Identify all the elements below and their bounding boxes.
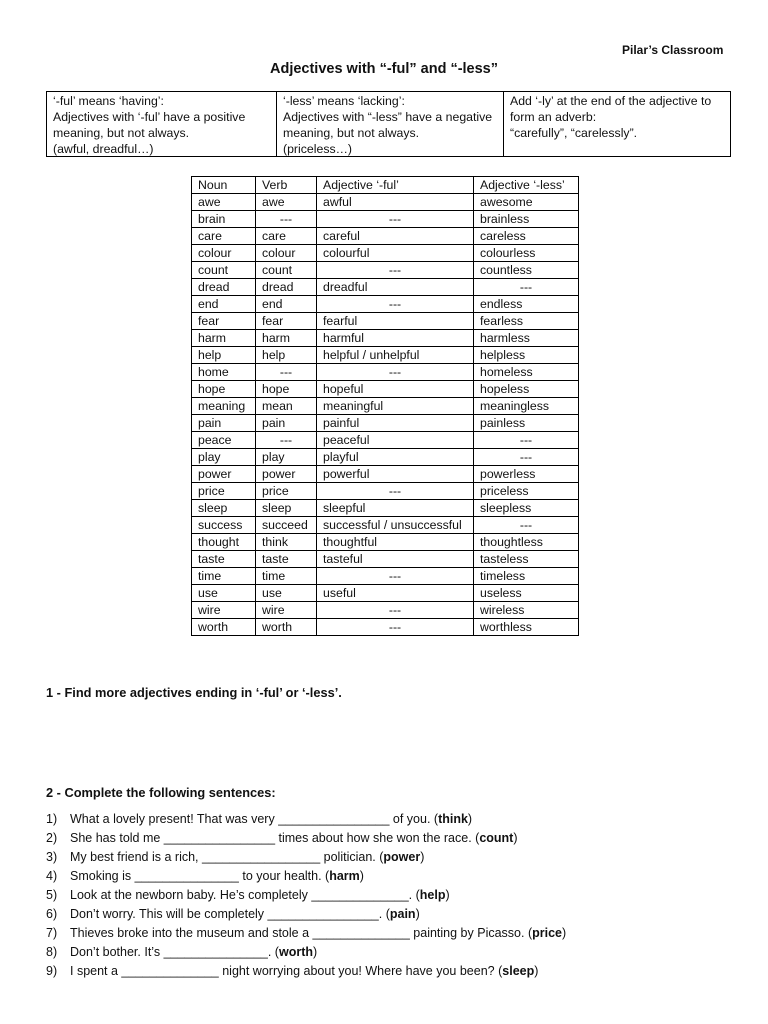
sentence-text: What a lovely present! That was very ________________ of you. (	[70, 812, 439, 826]
cell-adjective-less: ---	[474, 279, 579, 296]
table-row	[192, 415, 579, 432]
table-row	[192, 347, 579, 364]
cell-adjective-ful: ---	[317, 262, 474, 279]
cell-noun: count	[192, 262, 256, 279]
table-row	[192, 551, 579, 568]
cell-adjective-ful: helpful / unhelpful	[317, 347, 474, 364]
cell-adjective-ful: ---	[317, 211, 474, 228]
sentence-text: She has told me ________________ times about how she won the race. (	[70, 831, 480, 845]
cell-adjective-ful: tasteful	[317, 551, 474, 568]
cell-adjective-ful: meaningful	[317, 398, 474, 415]
cell-adjective-ful: ---	[317, 483, 474, 500]
cell-verb: pain	[256, 415, 317, 432]
sentence-item	[46, 848, 746, 867]
info-less-lead: ‘-less’ means ‘lacking’:	[283, 94, 405, 108]
cell-verb: succeed	[256, 517, 317, 534]
cell-noun: end	[192, 296, 256, 313]
cell-noun: pain	[192, 415, 256, 432]
sentence-closing: )	[420, 850, 425, 864]
cell-adjective-ful: ---	[317, 568, 474, 585]
cell-adjective-less: timeless	[474, 568, 579, 585]
cell-adjective-less: brainless	[474, 211, 579, 228]
sentence-number: 1)	[46, 812, 58, 826]
cell-adjective-ful: colourful	[317, 245, 474, 262]
cell-verb: count	[256, 262, 317, 279]
classroom-label: Pilar’s Classroom	[622, 43, 724, 57]
cell-noun: meaning	[192, 398, 256, 415]
cell-adjective-ful: playful	[317, 449, 474, 466]
table-row	[192, 194, 579, 211]
cell-noun: price	[192, 483, 256, 500]
cell-adjective-less: painless	[474, 415, 579, 432]
table-row	[192, 330, 579, 347]
sentence-item	[46, 962, 746, 981]
cell-verb: ---	[256, 211, 317, 228]
sentence-text: I spent a ______________ night worrying about you! Where have you been? (	[70, 964, 503, 978]
cell-verb: worth	[256, 619, 317, 636]
sentence-item	[46, 943, 746, 962]
cell-adjective-ful: powerful	[317, 466, 474, 483]
header-adjective-less: Adjective ‘-less’	[474, 177, 579, 194]
exercise-2-title: 2 - Complete the following sentences:	[46, 785, 276, 800]
cell-verb: play	[256, 449, 317, 466]
cell-adjective-less: hopeless	[474, 381, 579, 398]
table-row	[192, 432, 579, 449]
cell-adjective-ful: painful	[317, 415, 474, 432]
table-row	[192, 585, 579, 602]
cell-noun: use	[192, 585, 256, 602]
table-row	[192, 296, 579, 313]
sentence-hint-word: worth	[278, 945, 313, 959]
sentence-hint-word: count	[479, 831, 514, 845]
cell-adjective-ful: successful / unsuccessful	[317, 517, 474, 534]
cell-verb: price	[256, 483, 317, 500]
info-ful-body: Adjectives with ‘-ful’ have a positive meaning, but not always.	[53, 110, 246, 140]
cell-adjective-less: useless	[474, 585, 579, 602]
cell-adjective-less: awesome	[474, 194, 579, 211]
table-row	[192, 228, 579, 245]
sentence-number: 3)	[46, 850, 58, 864]
cell-noun: worth	[192, 619, 256, 636]
sentence-closing: )	[359, 869, 364, 883]
sentence-closing: )	[562, 926, 567, 940]
table-header-row	[192, 177, 579, 194]
sentence-closing: )	[534, 964, 539, 978]
table-row	[192, 279, 579, 296]
cell-verb: think	[256, 534, 317, 551]
cell-noun: dread	[192, 279, 256, 296]
cell-verb: care	[256, 228, 317, 245]
cell-noun: thought	[192, 534, 256, 551]
cell-verb: use	[256, 585, 317, 602]
cell-noun: colour	[192, 245, 256, 262]
cell-adjective-less: powerless	[474, 466, 579, 483]
table-row	[192, 500, 579, 517]
table-row	[192, 483, 579, 500]
sentence-hint-word: pain	[389, 907, 416, 921]
cell-adjective-ful: ---	[317, 602, 474, 619]
sentence-number: 6)	[46, 907, 58, 921]
table-row	[192, 466, 579, 483]
adjective-table	[191, 176, 579, 636]
cell-adjective-ful: awful	[317, 194, 474, 211]
cell-verb: hope	[256, 381, 317, 398]
cell-adjective-less: ---	[474, 517, 579, 534]
sentence-number: 4)	[46, 869, 58, 883]
cell-noun: harm	[192, 330, 256, 347]
header-adjective-ful: Adjective ‘-ful’	[317, 177, 474, 194]
sentence-text: Don’t bother. It’s _______________. (	[70, 945, 279, 959]
sentence-hint-word: harm	[329, 869, 360, 883]
cell-adjective-less: fearless	[474, 313, 579, 330]
sentence-hint-word: power	[383, 850, 421, 864]
info-ly-body: “carefully”, “carelessly”.	[510, 126, 638, 140]
cell-adjective-less: ---	[474, 449, 579, 466]
cell-adjective-less: tasteless	[474, 551, 579, 568]
sentence-text: Don’t worry. This will be completely ________________. (	[70, 907, 390, 921]
table-row	[192, 381, 579, 398]
cell-noun: care	[192, 228, 256, 245]
table-row	[192, 568, 579, 585]
cell-adjective-less: thoughtless	[474, 534, 579, 551]
cell-adjective-ful: harmful	[317, 330, 474, 347]
info-less	[276, 92, 503, 156]
cell-verb: taste	[256, 551, 317, 568]
cell-adjective-ful: thoughtful	[317, 534, 474, 551]
cell-adjective-ful: peaceful	[317, 432, 474, 449]
cell-noun: time	[192, 568, 256, 585]
info-ly-lead: Add ‘-ly’ at the end of the adjective to form an adverb:	[510, 94, 712, 124]
cell-verb: power	[256, 466, 317, 483]
cell-adjective-less: countless	[474, 262, 579, 279]
table-body	[192, 194, 579, 636]
info-less-body: Adjectives with “-less” have a negative meaning, but not always.	[283, 110, 493, 140]
cell-adjective-less: careless	[474, 228, 579, 245]
info-ly	[503, 92, 730, 156]
cell-verb: wire	[256, 602, 317, 619]
cell-noun: brain	[192, 211, 256, 228]
cell-adjective-less: helpless	[474, 347, 579, 364]
cell-noun: success	[192, 517, 256, 534]
cell-noun: fear	[192, 313, 256, 330]
cell-adjective-less: worthless	[474, 619, 579, 636]
sentence-number: 9)	[46, 964, 58, 978]
cell-adjective-ful: dreadful	[317, 279, 474, 296]
cell-verb: time	[256, 568, 317, 585]
sentence-item	[46, 886, 746, 905]
cell-noun: play	[192, 449, 256, 466]
sentence-closing: )	[445, 888, 450, 902]
cell-adjective-ful: ---	[317, 364, 474, 381]
sentence-hint-word: sleep	[502, 964, 535, 978]
cell-noun: wire	[192, 602, 256, 619]
cell-verb: fear	[256, 313, 317, 330]
cell-noun: hope	[192, 381, 256, 398]
info-ful-example: (awful, dreadful…)	[53, 142, 154, 156]
cell-noun: awe	[192, 194, 256, 211]
sentence-item	[46, 924, 746, 943]
table-row	[192, 517, 579, 534]
cell-verb: mean	[256, 398, 317, 415]
sentence-closing: )	[513, 831, 518, 845]
cell-adjective-ful: ---	[317, 296, 474, 313]
table-row	[192, 449, 579, 466]
sentence-item	[46, 905, 746, 924]
page-title: Adjectives with “-ful” and “-less”	[269, 61, 498, 77]
sentence-closing: )	[415, 907, 420, 921]
cell-adjective-less: sleepless	[474, 500, 579, 517]
cell-adjective-less: wireless	[474, 602, 579, 619]
cell-verb: harm	[256, 330, 317, 347]
sentence-item	[46, 810, 746, 829]
cell-verb: end	[256, 296, 317, 313]
sentence-text: My best friend is a rich, _________________ politician. (	[70, 850, 384, 864]
sentence-item	[46, 867, 746, 886]
table-row	[192, 602, 579, 619]
sentence-number: 8)	[46, 945, 58, 959]
cell-adjective-ful: useful	[317, 585, 474, 602]
cell-verb: help	[256, 347, 317, 364]
table-row	[192, 313, 579, 330]
cell-noun: power	[192, 466, 256, 483]
table-row	[192, 364, 579, 381]
sentence-number: 2)	[46, 831, 58, 845]
cell-verb: awe	[256, 194, 317, 211]
cell-adjective-less: endless	[474, 296, 579, 313]
cell-adjective-ful: ---	[317, 619, 474, 636]
info-ful	[47, 92, 276, 156]
sentence-hint-word: price	[532, 926, 562, 940]
sentence-closing: )	[467, 812, 473, 826]
sentence-hint-word: think	[438, 812, 468, 826]
sentence-text: Thieves broke into the museum and stole a ______________ painting by Picasso. (	[70, 926, 533, 940]
exercise-1-title: 1 - Find more adjectives ending in ‘-ful’ or ‘-less’.	[46, 685, 342, 700]
sentence-text: Look at the newborn baby. He’s completely ______________. (	[70, 888, 420, 902]
cell-verb: sleep	[256, 500, 317, 517]
header-noun: Noun	[192, 177, 256, 194]
info-less-example: (priceless…)	[283, 142, 353, 156]
sentence-number: 5)	[46, 888, 58, 902]
cell-verb: dread	[256, 279, 317, 296]
cell-verb: ---	[256, 364, 317, 381]
table-row	[192, 245, 579, 262]
header-verb: Verb	[256, 177, 317, 194]
table-row	[192, 211, 579, 228]
table-row	[192, 262, 579, 279]
sentence-hint-word: help	[419, 888, 446, 902]
cell-noun: home	[192, 364, 256, 381]
table-row	[192, 398, 579, 415]
info-box	[46, 91, 731, 157]
info-ful-lead: ‘-ful’ means ‘having’:	[53, 94, 164, 108]
cell-adjective-ful: sleepful	[317, 500, 474, 517]
sentence-closing: )	[313, 945, 318, 959]
sentence-item	[46, 829, 746, 848]
table-row	[192, 619, 579, 636]
cell-adjective-less: ---	[474, 432, 579, 449]
cell-noun: peace	[192, 432, 256, 449]
cell-adjective-ful: fearful	[317, 313, 474, 330]
cell-noun: sleep	[192, 500, 256, 517]
cell-noun: taste	[192, 551, 256, 568]
cell-adjective-ful: careful	[317, 228, 474, 245]
table-row	[192, 534, 579, 551]
sentence-text: Smoking is _______________ to your health. (	[70, 869, 330, 883]
cell-adjective-less: homeless	[474, 364, 579, 381]
sentence-list	[46, 810, 746, 981]
cell-noun: help	[192, 347, 256, 364]
cell-verb: ---	[256, 432, 317, 449]
sentence-number: 7)	[46, 926, 58, 940]
cell-adjective-less: priceless	[474, 483, 579, 500]
cell-adjective-less: colourless	[474, 245, 579, 262]
cell-verb: colour	[256, 245, 317, 262]
cell-adjective-less: harmless	[474, 330, 579, 347]
cell-adjective-ful: hopeful	[317, 381, 474, 398]
cell-adjective-less: meaningless	[474, 398, 579, 415]
